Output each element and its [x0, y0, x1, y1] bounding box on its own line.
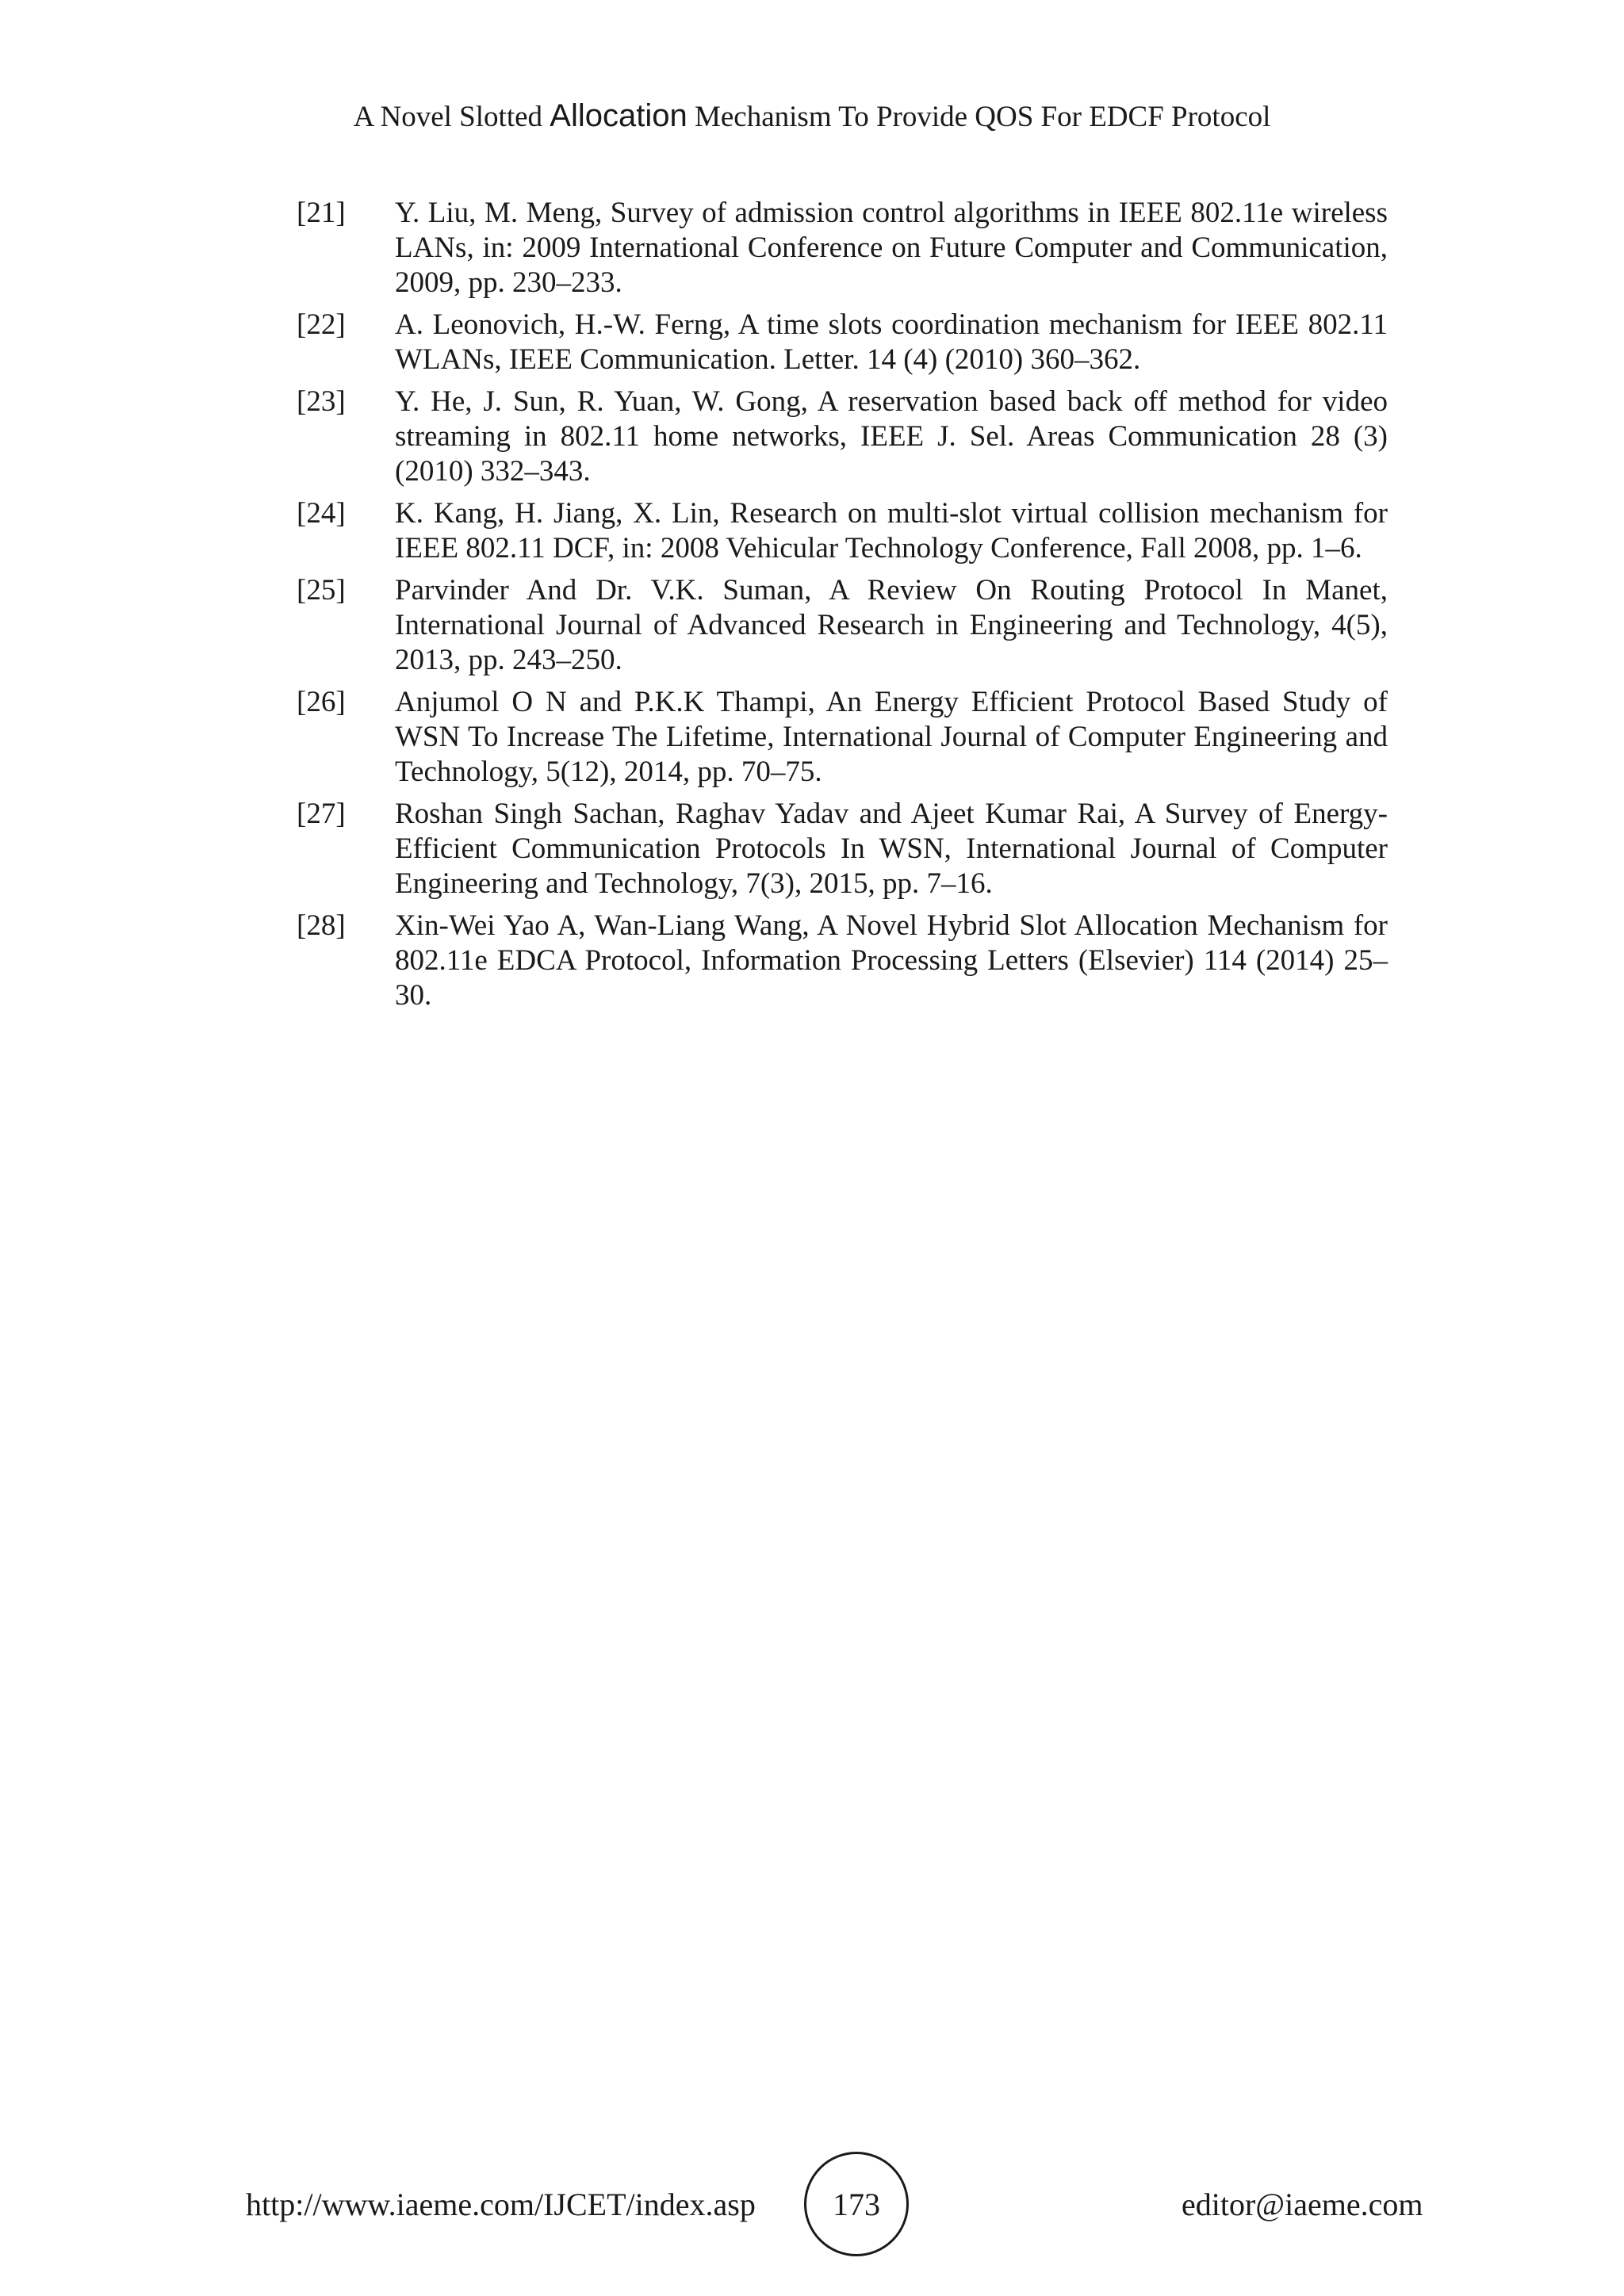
reference-text: Roshan Singh Sachan, Raghav Yadav and Ajeet Kumar Rai, A Survey of Energy-Efficient Communication Protocols In WSN, International Journal of Computer Engineering and Technology, 7(3), 2015, pp. 7–16.	[395, 798, 1388, 900]
reference-text: Parvinder And Dr. V.K. Suman, A Review On Routing Protocol In Manet, International Journal of Advanced Research in Engineering and Technology, 4(5), 2013, pp. 243–250.	[395, 574, 1388, 676]
reference-item	[297, 909, 1388, 1013]
reference-text: A. Leonovich, H.-W. Ferng, A time slots coordination mechanism for IEEE 802.11 WLANs, IEEE Communication. Letter. 14 (4) (2010) 360–362.	[395, 308, 1388, 376]
header-title-part2: Mechanism To Provide QOS For EDCF Protocol	[687, 101, 1271, 133]
reference-number: [23]	[297, 385, 346, 418]
reference-number: [26]	[297, 686, 346, 718]
reference-list	[297, 196, 1388, 1020]
page-footer	[0, 2152, 1624, 2263]
reference-item	[297, 196, 1388, 300]
header-title-part1: A Novel Slotted	[353, 101, 550, 133]
reference-number: [25]	[297, 574, 346, 607]
reference-item	[297, 797, 1388, 901]
journal-url-link[interactable]: http://www.iaeme.com/IJCET/index.asp	[246, 2187, 756, 2222]
reference-text: Y. Liu, M. Meng, Survey of admission control algorithms in IEEE 802.11e wireless LANs, in: 2009 International Conference on Future Computer and Communication, 2009, pp. 230–233.	[395, 197, 1388, 299]
reference-item	[297, 685, 1388, 790]
reference-text: Xin-Wei Yao A, Wan-Liang Wang, A Novel Hybrid Slot Allocation Mechanism for 802.11e EDCA Protocol, Information Processing Letters (Elsevier) 114 (2014) 25–30.	[395, 909, 1388, 1012]
reference-item	[297, 385, 1388, 489]
reference-item	[297, 308, 1388, 377]
reference-number: [27]	[297, 798, 346, 830]
running-header	[0, 97, 1624, 136]
reference-text: K. Kang, H. Jiang, X. Lin, Research on multi-slot virtual collision mechanism for IEEE 802.11 DCF, in: 2008 Vehicular Technology Conference, Fall 2008, pp. 1–6.	[395, 497, 1388, 564]
reference-number: [24]	[297, 497, 346, 530]
reference-item	[297, 496, 1388, 566]
editor-email-link[interactable]: editor@iaeme.com	[1182, 2187, 1423, 2222]
reference-text: Anjumol O N and P.K.K Thampi, An Energy Efficient Protocol Based Study of WSN To Increase The Lifetime, International Journal of Computer Engineering and Technology, 5(12), 2014, pp. 70–75.	[395, 686, 1388, 788]
reference-number: [28]	[297, 909, 346, 942]
reference-number: [21]	[297, 197, 346, 229]
header-title-emphasis: Allocation	[550, 98, 688, 133]
reference-text: Y. He, J. Sun, R. Yuan, W. Gong, A reservation based back off method for video streaming in 802.11 home networks, IEEE J. Sel. Areas Communication 28 (3) (2010) 332–343.	[395, 385, 1388, 488]
reference-number: [22]	[297, 308, 346, 341]
page-number: 173	[833, 2187, 880, 2222]
reference-item	[297, 573, 1388, 678]
